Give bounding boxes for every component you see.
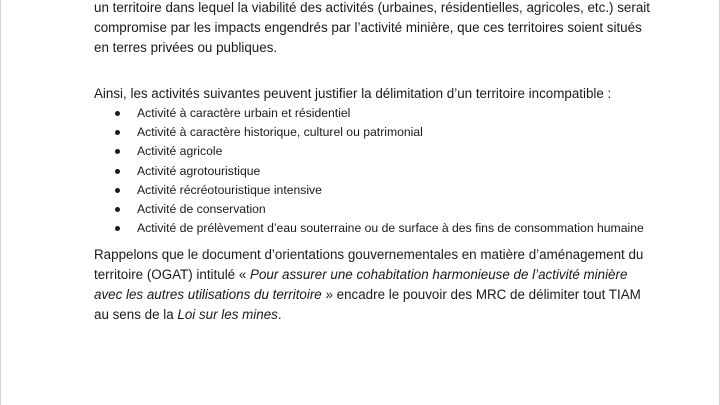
paragraph-line: en terres privées ou publiques. (94, 40, 278, 55)
list-item-text: Activité à caractère urbain et résidentiel (137, 106, 351, 120)
bullet-icon (115, 207, 120, 212)
list-item (94, 123, 694, 142)
paragraph-line: un territoire dans lequel la viabilité des activités (urbaines, résidentielles, agricoles, etc.) serait (94, 0, 650, 15)
bullet-icon (115, 149, 120, 154)
activities-list (94, 104, 694, 238)
text-run: » encadre le pouvoir des MRC de délimiter tout TIAM (321, 287, 641, 302)
list-item-text: Activité à caractère historique, culturel ou patrimonial (137, 125, 423, 140)
paragraph-line (94, 285, 694, 305)
law-title-italic: Loi sur les mines (177, 307, 278, 322)
list-item (94, 219, 694, 238)
list-item-text: Activité de conservation (137, 202, 266, 217)
list-item (94, 104, 694, 123)
list-item-text: Activité récréotouristique intensive (137, 182, 322, 197)
text-run: . (277, 307, 282, 322)
paragraph-ogat (94, 245, 694, 325)
bullet-icon (115, 169, 120, 174)
page-left-border (0, 0, 1, 405)
paragraph-viability (94, 0, 694, 58)
bullet-icon (115, 226, 120, 231)
bullet-icon (115, 111, 120, 116)
paragraph-line (94, 305, 694, 325)
text-run: territoire (OGAT) intitulé « (94, 267, 251, 282)
paragraph-line: compromise par les impacts engendrés par l’activité minière, que ces territoires soient situés (94, 20, 642, 35)
paragraph-line (94, 265, 694, 285)
list-item-text: Activité de prélèvement d’eau souterraine ou de surface à des fins de consommation humaine (137, 221, 644, 236)
paragraph-line: Ainsi, les activités suivantes peuvent justifier la délimitation d’un territoire incompatible : (94, 86, 612, 101)
paragraph-line: Rappelons que le document d’orientations gouvernementales en matière d’aménagement du (94, 247, 644, 262)
bullet-icon (115, 130, 120, 135)
document-title-italic: Pour assurer une cohabitation harmonieuse de l’activité minière (250, 267, 628, 282)
bullet-icon (115, 188, 120, 193)
list-item (94, 181, 694, 200)
list-item (94, 162, 694, 181)
list-item-text: Activité agrotouristique (137, 163, 261, 178)
list-item-text: Activité agricole (137, 144, 223, 159)
list-item (94, 142, 694, 161)
list-item (94, 200, 694, 219)
text-run: au sens de la (94, 307, 178, 322)
document-title-italic: avec les autres utilisations du territoire (94, 287, 322, 302)
paragraph-intro-list (94, 84, 694, 104)
